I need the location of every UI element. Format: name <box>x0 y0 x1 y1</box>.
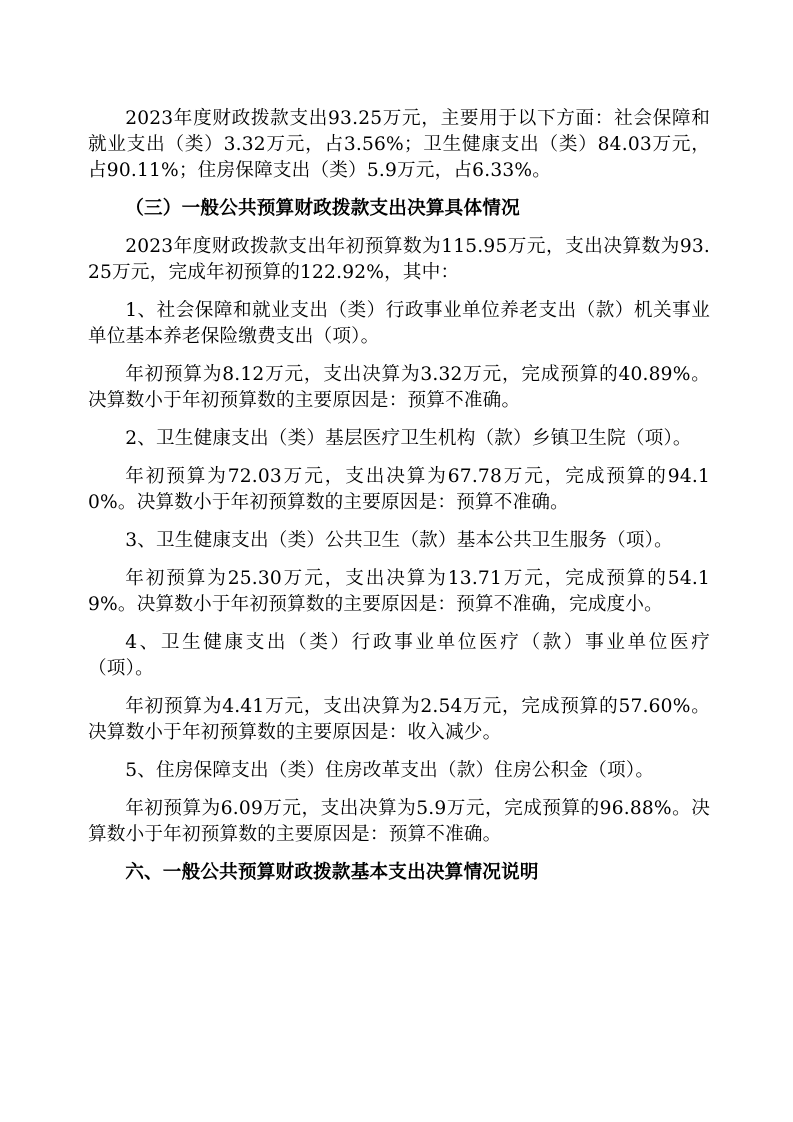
paragraph-expenditure-summary: 2023年度财政拨款支出93.25万元，主要用于以下方面：社会保障和就业支出（类）3.32万元，占3.56%；卫生健康支出（类）84.03万元，占90.11%；住房保障支出（类）5.9万元，占6.33%。 <box>88 108 710 181</box>
item-2-title: 2、卫生健康支出（类）基层医疗卫生机构（款）乡镇卫生院（项）。 <box>125 428 692 449</box>
paragraph-budget-overview: 2023年度财政拨款支出年初预算数为115.95万元，支出决算数为93.25万元，完成年初预算的122.92%，其中： <box>88 236 710 283</box>
item-1-detail: 年初预算为8.12万元，支出决算为3.32万元，完成预算的40.89%。决算数小于年初预算数的主要原因是：预算不准确。 <box>88 364 710 411</box>
item-4-detail: 年初预算为4.41万元，支出决算为2.54万元，完成预算的57.60%。决算数小于年初预算数的主要原因是：收入减少。 <box>88 696 710 743</box>
item-4-title: 4、卫生健康支出（类）行政事业单位医疗（款）事业单位医疗（项）。 <box>88 632 710 679</box>
document-body <box>88 106 710 898</box>
item-2-detail: 年初预算为72.03万元，支出决算为67.78万元，完成预算的94.10%。决算数小于年初预算数的主要原因是：预算不准确。 <box>88 466 710 513</box>
section-heading-6: 六、一般公共预算财政拨款基本支出决算情况说明 <box>125 862 539 883</box>
item-3-detail: 年初预算为25.30万元，支出决算为13.71万元，完成预算的54.19%。决算数小于年初预算数的主要原因是：预算不准确，完成度小。 <box>88 568 710 615</box>
item-3-title: 3、卫生健康支出（类）公共卫生（款）基本公共卫生服务（项）。 <box>125 530 673 551</box>
item-5-detail: 年初预算为6.09万元，支出决算为5.9万元，完成预算的96.88%。决算数小于年初预算数的主要原因是：预算不准确。 <box>88 798 710 845</box>
section-heading-3: （三）一般公共预算财政拨款支出决算具体情况 <box>125 198 520 219</box>
item-1-title: 1、社会保障和就业支出（类）行政事业单位养老支出（款）机关事业单位基本养老保险缴费支出（项）。 <box>88 300 710 347</box>
item-5-title: 5、住房保障支出（类）住房改革支出（款）住房公积金（项）。 <box>125 760 655 781</box>
